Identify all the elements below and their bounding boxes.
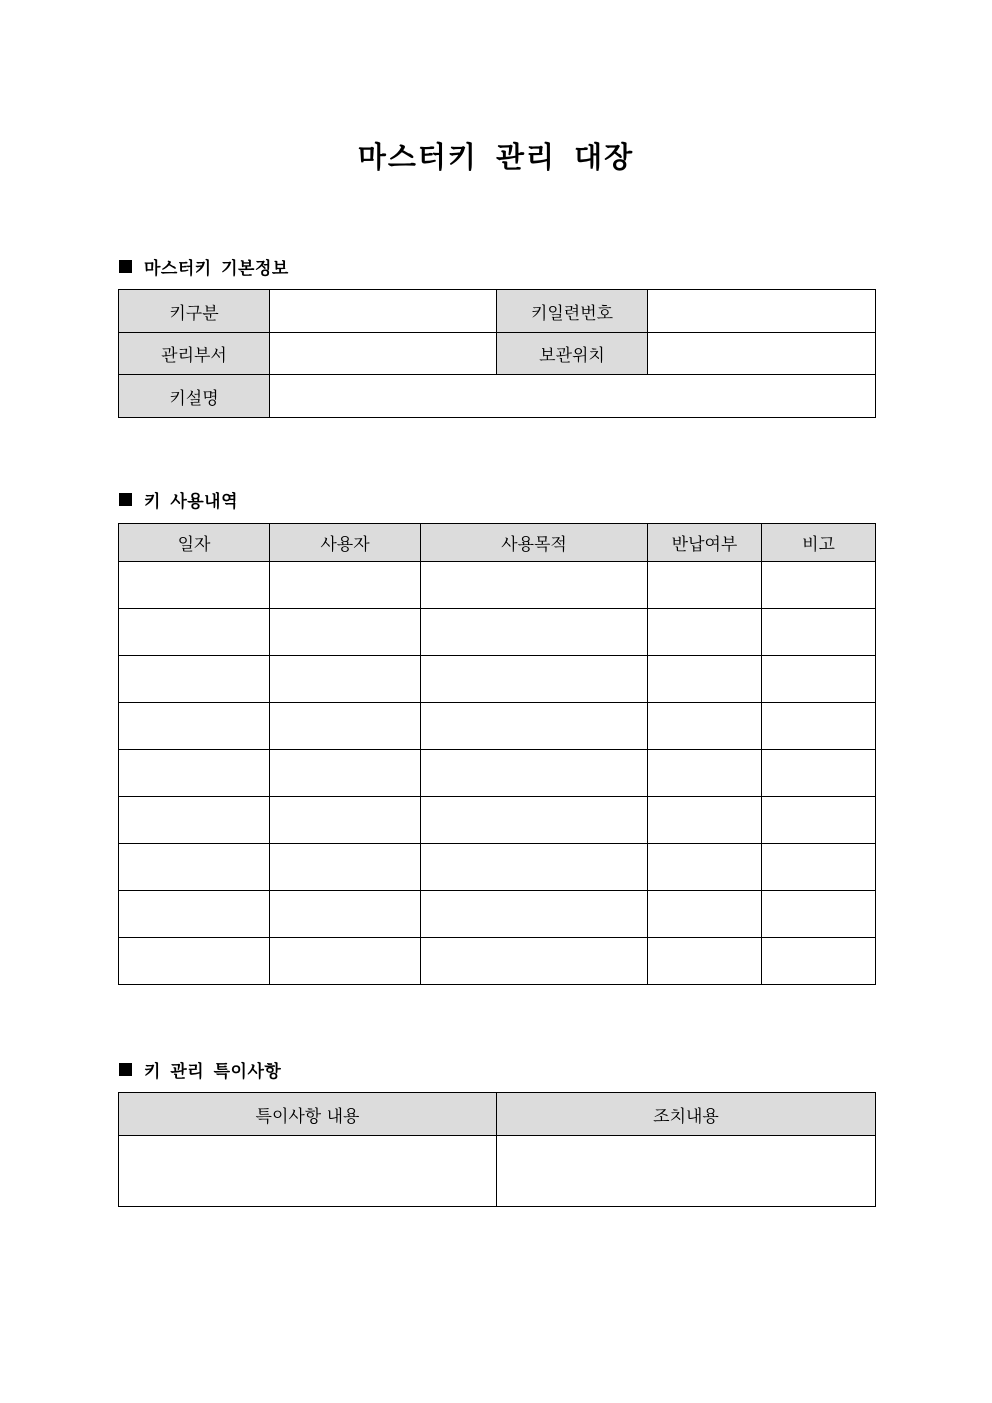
section-heading-text: 키 관리 특이사항 <box>144 1062 282 1082</box>
table-row <box>119 562 876 609</box>
cell-user[interactable] <box>270 891 421 938</box>
cell-date[interactable] <box>119 703 270 750</box>
field-serial-no[interactable] <box>648 290 876 333</box>
label-department: 관리부서 <box>119 333 270 375</box>
cell-returned[interactable] <box>648 844 762 891</box>
cell-purpose[interactable] <box>421 703 648 750</box>
cell-returned[interactable] <box>648 609 762 656</box>
table-row <box>119 750 876 797</box>
section-heading-usage <box>119 487 238 512</box>
cell-date[interactable] <box>119 891 270 938</box>
cell-purpose[interactable] <box>421 844 648 891</box>
cell-returned[interactable] <box>648 938 762 985</box>
basic-info-table <box>118 289 876 418</box>
column-header-purpose: 사용목적 <box>421 524 648 562</box>
cell-date[interactable] <box>119 562 270 609</box>
cell-purpose[interactable] <box>421 891 648 938</box>
cell-user[interactable] <box>270 938 421 985</box>
cell-remarks[interactable] <box>762 609 876 656</box>
cell-returned[interactable] <box>648 562 762 609</box>
cell-user[interactable] <box>270 750 421 797</box>
cell-remarks[interactable] <box>762 656 876 703</box>
cell-user[interactable] <box>270 562 421 609</box>
cell-remarks[interactable] <box>762 891 876 938</box>
label-key-type: 키구분 <box>119 290 270 333</box>
square-bullet-icon <box>119 260 132 273</box>
column-header-user: 사용자 <box>270 524 421 562</box>
usage-table <box>118 523 876 985</box>
cell-returned[interactable] <box>648 891 762 938</box>
cell-returned[interactable] <box>648 750 762 797</box>
column-header-note-content: 특이사항 내용 <box>119 1093 497 1136</box>
column-header-returned: 반납여부 <box>648 524 762 562</box>
cell-remarks[interactable] <box>762 938 876 985</box>
cell-user[interactable] <box>270 703 421 750</box>
section-heading-notes <box>119 1057 281 1082</box>
cell-purpose[interactable] <box>421 750 648 797</box>
cell-date[interactable] <box>119 656 270 703</box>
table-row <box>119 609 876 656</box>
cell-purpose[interactable] <box>421 562 648 609</box>
table-row <box>119 797 876 844</box>
field-description[interactable] <box>270 375 876 418</box>
cell-date[interactable] <box>119 844 270 891</box>
cell-user[interactable] <box>270 656 421 703</box>
field-storage[interactable] <box>648 333 876 375</box>
cell-purpose[interactable] <box>421 797 648 844</box>
label-description: 키설명 <box>119 375 270 418</box>
table-row <box>119 656 876 703</box>
square-bullet-icon <box>119 1063 132 1076</box>
field-department[interactable] <box>270 333 497 375</box>
label-serial-no: 키일련번호 <box>497 290 648 333</box>
cell-date[interactable] <box>119 938 270 985</box>
cell-purpose[interactable] <box>421 609 648 656</box>
table-row <box>119 844 876 891</box>
notes-table <box>118 1092 876 1207</box>
field-note-content[interactable] <box>119 1136 497 1207</box>
cell-returned[interactable] <box>648 797 762 844</box>
field-action[interactable] <box>497 1136 876 1207</box>
cell-date[interactable] <box>119 750 270 797</box>
section-heading-basic <box>119 254 289 279</box>
table-row <box>119 891 876 938</box>
cell-user[interactable] <box>270 609 421 656</box>
column-header-date: 일자 <box>119 524 270 562</box>
section-heading-text: 마스터키 기본정보 <box>144 259 289 279</box>
cell-date[interactable] <box>119 797 270 844</box>
page-title: 마스터키 관리 대장 <box>357 140 635 174</box>
column-header-action: 조치내용 <box>497 1093 876 1136</box>
cell-user[interactable] <box>270 797 421 844</box>
cell-remarks[interactable] <box>762 797 876 844</box>
section-heading-text: 키 사용내역 <box>144 492 239 512</box>
cell-purpose[interactable] <box>421 938 648 985</box>
cell-remarks[interactable] <box>762 562 876 609</box>
column-header-remarks: 비고 <box>762 524 876 562</box>
cell-returned[interactable] <box>648 656 762 703</box>
cell-remarks[interactable] <box>762 844 876 891</box>
field-key-type[interactable] <box>270 290 497 333</box>
cell-purpose[interactable] <box>421 656 648 703</box>
cell-returned[interactable] <box>648 703 762 750</box>
cell-user[interactable] <box>270 844 421 891</box>
cell-remarks[interactable] <box>762 750 876 797</box>
table-row <box>119 938 876 985</box>
table-row <box>119 703 876 750</box>
cell-remarks[interactable] <box>762 703 876 750</box>
label-storage: 보관위치 <box>497 333 648 375</box>
square-bullet-icon <box>119 493 132 506</box>
cell-date[interactable] <box>119 609 270 656</box>
